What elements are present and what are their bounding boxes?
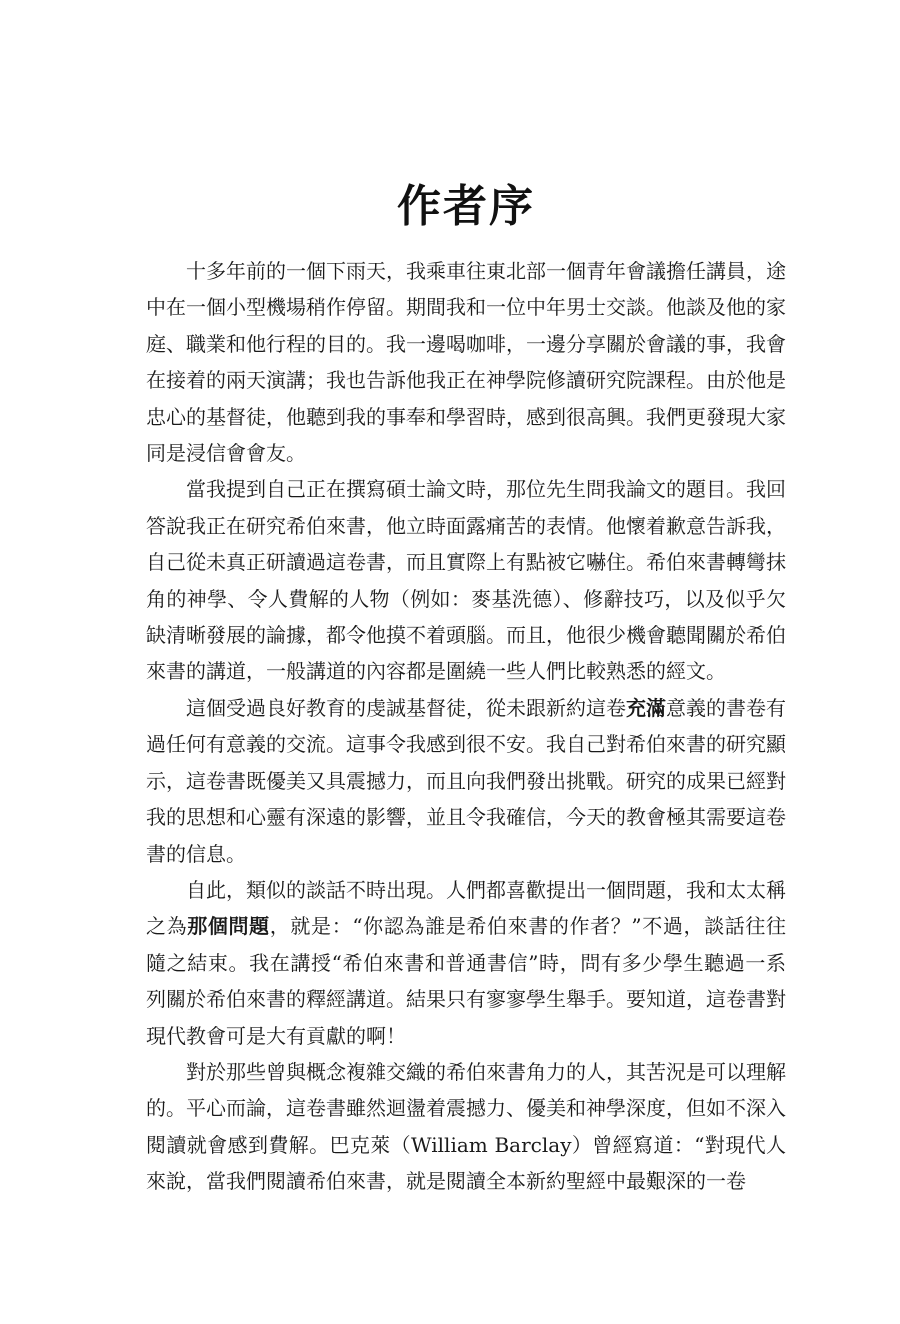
paragraph	[146, 471, 786, 689]
paragraph-text: ，就是：“你認為誰是希伯來書的作者？”不過，談話往往隨之結束。我在講授“希伯來書和普通書信”時，問有多少學生聽過一系列關於希伯來書的釋經講道。結果只有寥寥學生舉手。要知道，這卷書對現代教會可是大有貢獻的啊！	[146, 914, 787, 1048]
emphasis-text: 那個問題	[187, 914, 270, 939]
paragraph-text: 對於那些曾與概念複雜交織的希伯來書角力的人，其苦況是可以理解的。平心而論，這卷書雖然迴盪着震撼力、優美和神學深度，但如不深入閱讀就會感到費解。巴克萊（William Barclay）曾經寫道：“對現代人來說，當我們閱讀希伯來書，就是閱讀全本新約聖經中最艱深的一卷	[146, 1059, 786, 1194]
paragraph	[146, 690, 786, 872]
paragraph	[146, 1054, 786, 1200]
paragraph	[146, 872, 786, 1054]
preface-body	[146, 253, 786, 1200]
emphasis-text: 充滿	[626, 695, 666, 720]
paragraph-text: 當我提到自己正在撰寫碩士論文時，那位先生問我論文的題目。我回答說我正在研究希伯來書，他立時面露痛苦的表情。他懷着歉意告訴我，自己從未真正研讀過這卷書，而且實際上有點被它嚇住。希伯來書轉彎抹角的神學、令人費解的人物（例如：麥基洗德）、修辭技巧，以及似乎欠缺清晰發展的論據，都令他摸不着頭腦。而且，他很少機會聽聞關於希伯來書的講道，一般講道的內容都是圍繞一些人們比較熟悉的經文。	[146, 477, 786, 684]
paragraph-text: 自此，類似的談話不時出現。人們都喜歡提出一個問題，我和太太稱之為	[146, 877, 786, 939]
paragraph-text: 十多年前的一個下雨天，我乘車往東北部一個青年會議擔任講員，途中在一個小型機場稍作停留。期間我和一位中年男士交談。他談及他的家庭、職業和他行程的目的。我一邊喝咖啡，一邊分享關於會議的事，我會在接着的兩天演講；我也告訴他我正在神學院修讀研究院課程。由於他是忠心的基督徒，他聽到我的事奉和學習時，感到很高興。我們更發現大家同是浸信會會友。	[146, 259, 786, 466]
paragraph	[146, 253, 786, 471]
page-title: 作者序	[397, 181, 535, 233]
paragraph-text: 這個受過良好教育的虔誠基督徒，從未跟新約這卷	[186, 695, 626, 720]
paragraph-text: 意義的書卷有過任何有意義的交流。這事令我感到很不安。我自己對希伯來書的研究顯示，這卷書既優美又具震撼力，而且向我們發出挑戰。研究的成果已經對我的思想和心靈有深遠的影響，並且令我確信，今天的教會極其需要這卷書的信息。	[146, 695, 786, 866]
